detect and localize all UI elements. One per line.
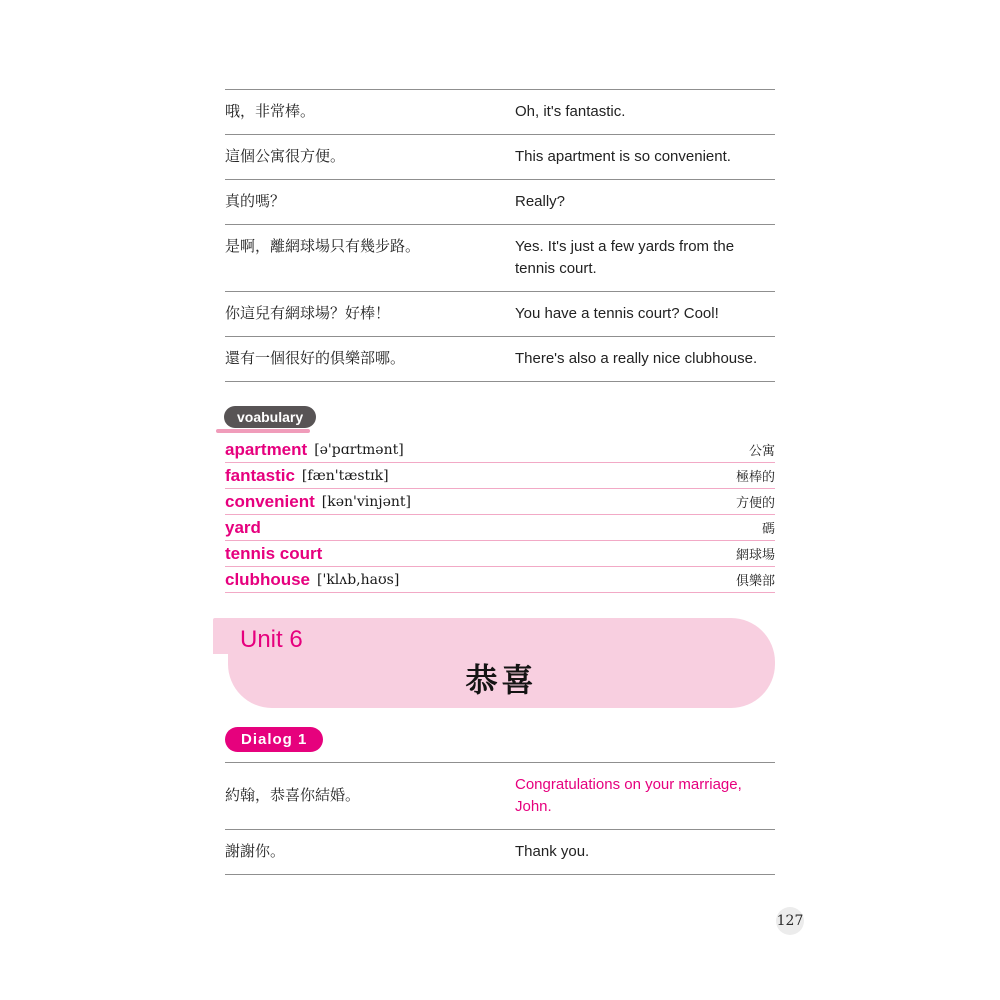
vocab-row [225,489,775,515]
table-row [225,763,775,830]
dialog-english-text: Congratulations on your marriage, John. [515,776,742,815]
table-row [225,830,775,875]
unit-number-label: Unit 6 [240,626,303,653]
dialog-english-text: You have a tennis court? Cool! [515,305,719,322]
vocabulary-badge-wrap [225,406,775,437]
dialog-chinese-text: 哦，非常棒。 [225,103,316,120]
vocab-phonetic: [ə'pɑrtmənt] [314,441,404,458]
dialog-english-text: This apartment is so convenient. [515,148,731,165]
table-row [225,337,775,382]
vocabulary-badge-underline [216,429,310,433]
dialog-english-text: Thank you. [515,843,590,860]
dialog-english-text: Oh, it's fantastic. [515,103,626,120]
vocab-row [225,567,775,593]
vocab-translation: 方便的 [735,495,775,510]
table-row [225,225,775,292]
vocab-translation: 俱樂部 [735,573,775,588]
table-row [225,90,775,135]
dialog-chinese-text: 約翰，恭喜你結婚。 [225,787,361,804]
unit-title: 恭喜 [465,662,538,698]
vocabulary-badge: voabulary [224,406,316,428]
vocab-word: convenient [225,491,315,511]
dialog-chinese-text: 真的嗎？ [225,193,286,210]
dialog-english-text: Really? [515,193,566,210]
vocab-row [225,437,775,463]
page-number: 127 [776,913,804,929]
vocab-row [225,515,775,541]
dialog-chinese-text: 還有一個很好的俱樂部哪。 [225,350,406,367]
dialog-chinese-text: 是啊，離網球場只有幾步路。 [225,238,421,255]
vocab-phonetic: [kən'vinjənt] [321,493,411,510]
vocab-word: apartment [225,439,308,459]
vocab-row [225,463,775,489]
vocab-word: clubhouse [225,569,311,589]
vocab-phonetic: [fæn'tæstɪk] [301,467,389,484]
dialog-chinese-text: 謝謝你。 [225,843,286,860]
table-row [225,135,775,180]
dialog-english-text: Yes. It's just a few yards from the tennis court. [515,238,735,277]
vocab-word: tennis court [225,543,323,563]
top-dialog-table [225,89,775,382]
table-row [225,180,775,225]
dialog1-table [225,762,775,875]
vocab-translation: 網球場 [735,547,775,562]
page-number-bubble [776,907,804,935]
vocab-word: fantastic [225,465,295,485]
dialog-chinese-text: 你這兒有網球場？好棒！ [225,305,391,322]
vocabulary-section [225,406,775,593]
vocab-word: yard [225,517,261,537]
table-row [225,292,775,337]
dialog1-badge: Dialog 1 [225,727,323,752]
vocab-row [225,541,775,567]
vocab-translation: 極棒的 [735,469,775,484]
dialog-chinese-text: 這個公寓很方便。 [225,148,346,165]
vocab-translation: 碼 [761,521,775,536]
dialog-english-text: There's also a really nice clubhouse. [515,350,758,367]
vocab-phonetic: ['klʌb,haʊs] [317,571,400,588]
vocab-translation: 公寓 [748,443,775,458]
